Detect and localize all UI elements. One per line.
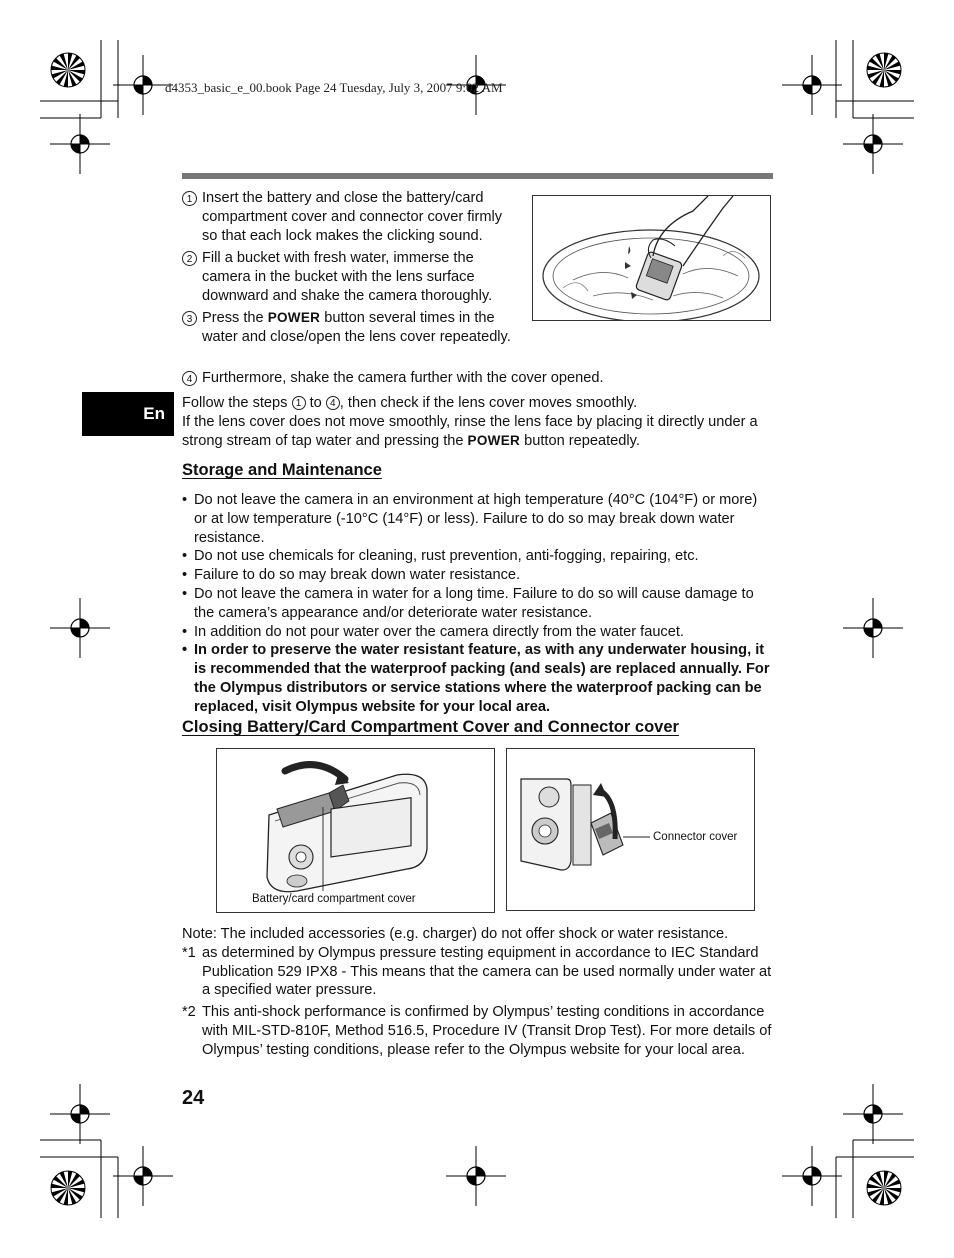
follow-text-d: If the lens cover does not move smoothly, rinse the lens face by placing it directly under a strong stream of tap water and pressing the [182,413,758,449]
header-rule [182,173,773,179]
follow-text-e: button repeatedly. [520,432,640,449]
storage-bullets [182,491,774,717]
step-text-post: button several times in the water and close/open the lens cover repeatedly. [202,310,511,345]
follow-line-2 [182,413,774,451]
note-text: Note: The included accessories (e.g. charger) do not offer shock or water resistance. [182,926,729,942]
follow-text-b: to [305,395,326,411]
footnote-mark: *1 [182,944,196,961]
bucket-illustration [532,195,771,321]
camera-side-drawing [507,749,754,910]
step-ref-1: 1 [292,396,306,410]
list-item: • Failure to do so may break down water resistance. [182,566,774,585]
step-1 [182,189,518,245]
page-number: 24 [182,1087,205,1109]
footnote-text: as determined by Olympus pressure testing equipment in accordance to IEC Standard Publication 529 IPX8 - This means that the camera can be used normally under water at a specified water pressure. [202,944,772,999]
step-number: 1 [182,191,197,206]
power-button-label: POWER [467,432,521,448]
step-text: Insert the battery and close the battery/card compartment cover and connector cover firmly so that each lock makes the clicking sound. [202,190,503,244]
step-text: Fill a bucket with fresh water, immerse the camera in the bucket with the lens surface downward and shake the camera thoroughly. [202,250,493,304]
follow-text-c: , then check if the lens cover moves smoothly. [339,395,638,411]
step-text-pre: Press the [202,310,268,326]
list-item: • Do not leave the camera in an environment at high temperature (40°C (104°F) or more) or at low temperature (-10°C (14°F) or less). Failure to do so may break down water resistance. [182,491,774,547]
list-item: • Do not use chemicals for cleaning, rust prevention, anti-fogging, repairing, etc. [182,547,774,566]
step-2 [182,249,518,305]
language-tab: En [82,392,174,436]
footnote-1 [182,944,774,1000]
step-text [202,309,518,347]
step-ref-4: 4 [326,396,340,410]
follow-line-1 [182,394,774,413]
closing-heading: Closing Battery/Card Compartment Cover and Connector cover [182,718,679,736]
book-slug: d4353_basic_e_00.book Page 24 Tuesday, July 3, 2007 9:02 AM [165,80,503,95]
notes-section [182,925,774,1060]
follow-text-a: Follow the steps [182,395,292,411]
footnote-mark: *2 [182,1004,196,1021]
list-item-bold: • In order to preserve the water resistant feature, as with any underwater housing, it is recommended that the waterproof packing (and seals) are replaced annually. For the Olympus distributors or service stations where the waterproof packing can be replaced, visit Olympus website for your local area. [182,641,774,716]
step-number: 2 [182,251,197,266]
battery-cover-figure [216,748,495,913]
list-item: • Do not leave the camera in water for a long time. Failure to do so will cause damage to the camera’s appearance and/or deteriorate water resistance. [182,585,774,623]
step-text: Furthermore, shake the camera further with the cover opened. [202,370,604,386]
step-number: 4 [182,371,197,386]
follow-paragraph [182,394,774,450]
footnote-text: This anti-shock performance is confirmed by Olympus’ testing conditions in accordance with MIL-STD-810F, Method 516.5, Procedure IV (Transit Drop Test). For more details of Olympus’ testing conditions, please refer to the Olympus website for your local area. [202,1004,772,1058]
list-item: • In addition do not pour water over the camera directly from the water faucet. [182,623,774,642]
battery-cover-caption: Battery/card compartment cover [252,893,416,905]
footnote-2 [182,1003,774,1059]
step-4 [182,369,773,388]
camera-back-drawing [217,749,494,912]
bucket-drawing [533,196,770,320]
storage-heading: Storage and Maintenance [182,461,382,479]
connector-cover-figure [506,748,755,911]
power-button-label: POWER [267,310,321,325]
step-number: 3 [182,311,197,326]
step-3 [182,309,518,347]
connector-cover-caption: Connector cover [653,831,738,843]
